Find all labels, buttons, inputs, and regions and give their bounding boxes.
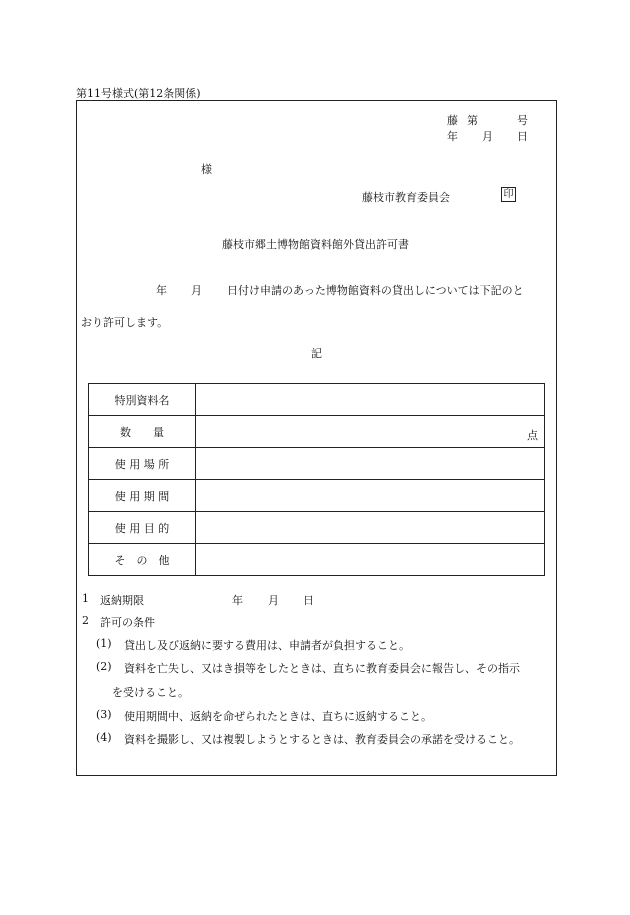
row-label: 使 用 目 的 [89, 512, 196, 544]
ki-heading: 記 [311, 347, 322, 360]
row-value [196, 384, 545, 416]
doc-number-prefix: 藤 [447, 114, 458, 127]
doc-number-go: 号 [517, 114, 528, 127]
body-text-line1: 日付け申請のあった博物館資料の貸出しについては下記のと [227, 284, 524, 297]
date-day: 日 [517, 130, 528, 143]
row-label: 特別資料名 [89, 384, 196, 416]
return-deadline-label: 返納期限 [100, 594, 144, 607]
row-value [196, 416, 545, 448]
condition-3-text: 使用期間中、返納を命ぜられたときは、直ちに返納すること。 [124, 710, 432, 723]
table-row [89, 384, 545, 416]
addressee-suffix: 様 [201, 163, 212, 176]
condition-3-num: (3) [96, 708, 112, 721]
condition-2-text-cont: を受けること。 [112, 686, 189, 699]
seal-mark: 印 [501, 187, 516, 202]
row-value [196, 544, 545, 576]
quantity-unit: 点 [527, 429, 538, 442]
condition-2-text: 資料を亡失し、又はき損等をしたときは、直ちに教育委員会に報告し、その指示 [124, 662, 520, 675]
condition-4-num: (4) [96, 731, 112, 744]
return-deadline-number: 1 [82, 592, 89, 605]
condition-1-text: 貸出し及び返納に要する費用は、申請者が負担すること。 [124, 639, 410, 652]
row-value [196, 512, 545, 544]
condition-4-text: 資料を撮影し、又は複製しようとするときは、教育委員会の承諾を受けること。 [124, 733, 520, 746]
issuer-name: 藤枝市教育委員会 [362, 191, 450, 204]
body-month: 月 [191, 284, 202, 297]
date-year: 年 [447, 130, 458, 143]
row-label: 使 用 場 所 [89, 448, 196, 480]
condition-2-num: (2) [96, 660, 112, 673]
conditions-number: 2 [82, 614, 89, 627]
document-title: 藤枝市郷土博物館資料館外貸出許可書 [222, 238, 409, 251]
row-label: 使 用 期 間 [89, 480, 196, 512]
row-value [196, 480, 545, 512]
table-row [89, 544, 545, 576]
doc-number-dai: 第 [467, 114, 478, 127]
return-deadline-day: 日 [303, 594, 314, 607]
row-label: そ の 他 [89, 544, 196, 576]
body-text-line2: おり許可します。 [81, 316, 169, 329]
return-deadline-year: 年 [232, 594, 243, 607]
table-row [89, 480, 545, 512]
return-deadline-month: 月 [268, 594, 279, 607]
row-value [196, 448, 545, 480]
table-row [89, 512, 545, 544]
date-month: 月 [482, 130, 493, 143]
form-number: 第11号様式(第12条関係) [76, 87, 201, 100]
row-label: 数 量 [89, 416, 196, 448]
body-year: 年 [156, 284, 167, 297]
conditions-title: 許可の条件 [100, 616, 155, 629]
items-table [88, 383, 545, 576]
table-row [89, 416, 545, 448]
table-row [89, 448, 545, 480]
condition-1-num: (1) [96, 637, 112, 650]
